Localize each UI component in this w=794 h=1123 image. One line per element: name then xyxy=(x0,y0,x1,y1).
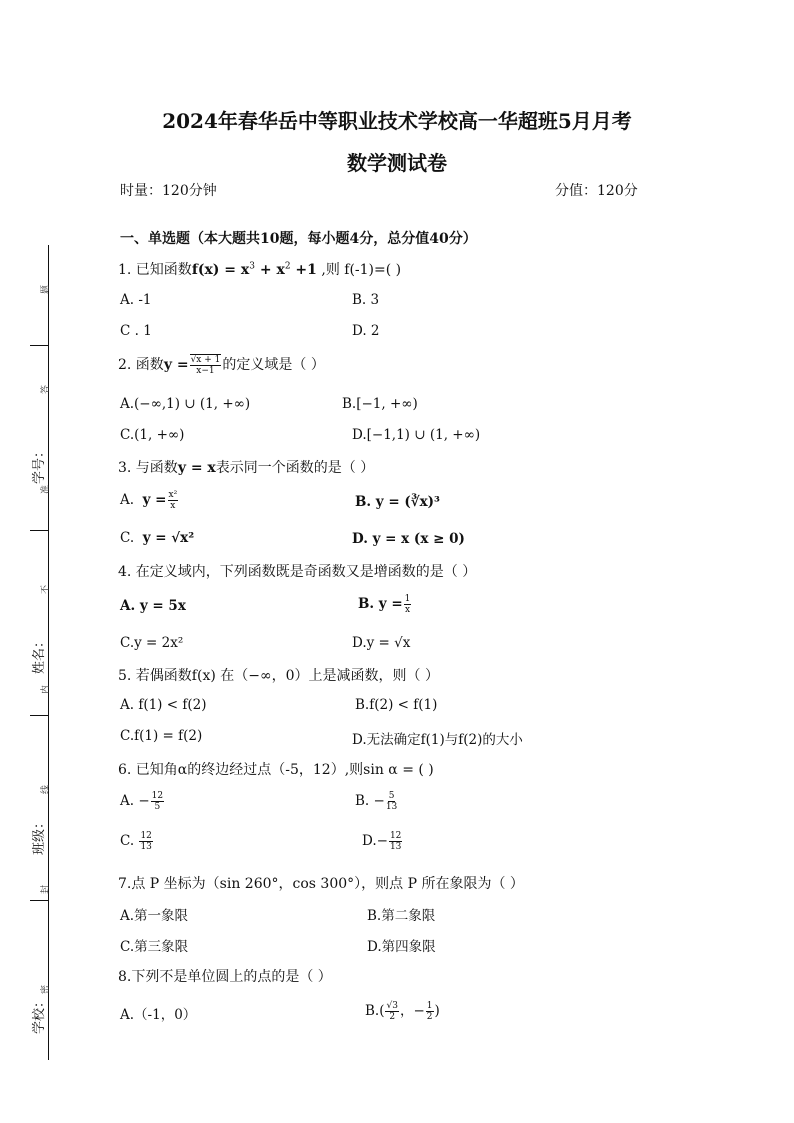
seal-char: 内 xyxy=(41,684,52,695)
binding-tick xyxy=(30,715,48,716)
name-label: 姓名： xyxy=(32,634,48,675)
binding-tick xyxy=(30,530,48,531)
question-6: 6. 已知角α的终边经过点（-5，12）,则sin α = ( ) xyxy=(118,762,434,778)
q3-option-b: B. y = (∛x)³ xyxy=(355,494,440,510)
question-5: 5. 若偶函数f(x) 在（−∞，0）上是减函数，则（ ） xyxy=(118,668,440,684)
fraction: $\frac{√x + 1}{x-1}$ xyxy=(190,355,221,376)
q4-option-d: D.y = √x xyxy=(352,635,411,651)
q5-option-a: A. f(1) < f(2) xyxy=(120,697,207,713)
q7-option-b: B.第二象限 xyxy=(367,908,436,924)
exam-title: 2024年春华岳中等职业技术学校高一华超班5月月考 xyxy=(162,109,632,133)
binding-line xyxy=(48,245,49,1060)
q2-option-d: D.[−1,1) ∪ (1, +∞) xyxy=(352,427,481,443)
seal-char: 线 xyxy=(41,784,52,795)
q1-option-c: C . 1 xyxy=(120,323,152,339)
q8-option-a: A.（-1，0） xyxy=(120,1007,197,1023)
q1-option-a: A. -1 xyxy=(120,292,152,308)
student-no-label: 学号： xyxy=(32,444,48,485)
q4-option-a: A. y = 5x xyxy=(120,598,186,614)
class-label: 班级： xyxy=(32,815,48,856)
q5-option-c: C.f(1) = f(2) xyxy=(120,728,203,744)
school-label: 学校： xyxy=(32,994,48,1035)
question-7: 7.点 P 坐标为（sin 260°，cos 300°），则点 P 所在象限为（ ） xyxy=(118,876,524,892)
question-3: 3. 与函数y = x表示同一个函数的是（ ） xyxy=(118,460,375,476)
time-limit: 时量：120分钟 xyxy=(120,183,217,199)
q4-option-b: B. y = $\frac{1}{x}$ xyxy=(358,594,411,615)
q2-option-c: C.(1, +∞) xyxy=(120,427,185,443)
question-4: 4. 在定义域内，下列函数既是奇函数又是增函数的是（ ） xyxy=(118,564,477,580)
question-8: 8.下列不是单位圆上的点的是（ ） xyxy=(118,969,332,985)
seal-char: 密 xyxy=(41,984,52,995)
q1-option-b: B. 3 xyxy=(352,292,380,308)
q7-option-a: A.第一象限 xyxy=(120,908,189,924)
q1-option-d: D. 2 xyxy=(352,323,380,339)
exam-subtitle: 数学测试卷 xyxy=(347,151,447,175)
q7-option-d: D.第四象限 xyxy=(367,939,436,955)
total-score: 分值：120分 xyxy=(555,183,638,199)
seal-char: 答 xyxy=(41,384,52,395)
section-title: 一、单选题（本大题共10题，每小题4分，总分值40分） xyxy=(120,231,477,247)
binding-tick xyxy=(30,345,48,346)
q3-option-c: C. y = √x² xyxy=(120,530,195,546)
question-1: 1. 已知函数$f(x) = x^3 + x^2 +1$ ,则 f(-1)=( ) xyxy=(118,261,402,278)
seal-char: 准 xyxy=(41,484,52,495)
q6-option-b: B. − $\frac{5}{13}$ xyxy=(355,791,398,812)
q7-option-c: C.第三象限 xyxy=(120,939,189,955)
question-2: 2. 函数y = $\frac{√x + 1}{x-1}$ 的定义域是（ ） xyxy=(118,355,325,376)
q8-option-b: B.( $\frac{√3}{2}$ ，− $\frac{1}{2}$ ) xyxy=(365,1001,440,1022)
seal-char: 封 xyxy=(41,884,52,895)
q6-option-d: D.− $\frac{12}{13}$ xyxy=(362,831,402,852)
binding-tick xyxy=(30,900,48,901)
q3-option-a: A. y = $\frac{\text{x²}}{x}$ xyxy=(120,490,178,511)
q5-option-b: B.f(2) < f(1) xyxy=(355,697,438,713)
q4-option-c: C.y = 2x² xyxy=(120,635,184,651)
q5-option-d: D.无法确定f(1)与f(2)的大小 xyxy=(352,732,523,748)
q2-option-a: A.(−∞,1) ∪ (1, +∞) xyxy=(120,396,251,412)
seal-char: 题 xyxy=(41,284,52,295)
q6-option-c: C. $\frac{12}{13}$ xyxy=(120,831,152,852)
q2-option-b: B.[−1, +∞) xyxy=(342,396,418,412)
q6-option-a: A. − $\frac{12}{5}$ xyxy=(120,791,164,812)
seal-char: 不 xyxy=(41,584,52,595)
q3-option-d: D. y = x (x ≥ 0) xyxy=(352,531,465,547)
